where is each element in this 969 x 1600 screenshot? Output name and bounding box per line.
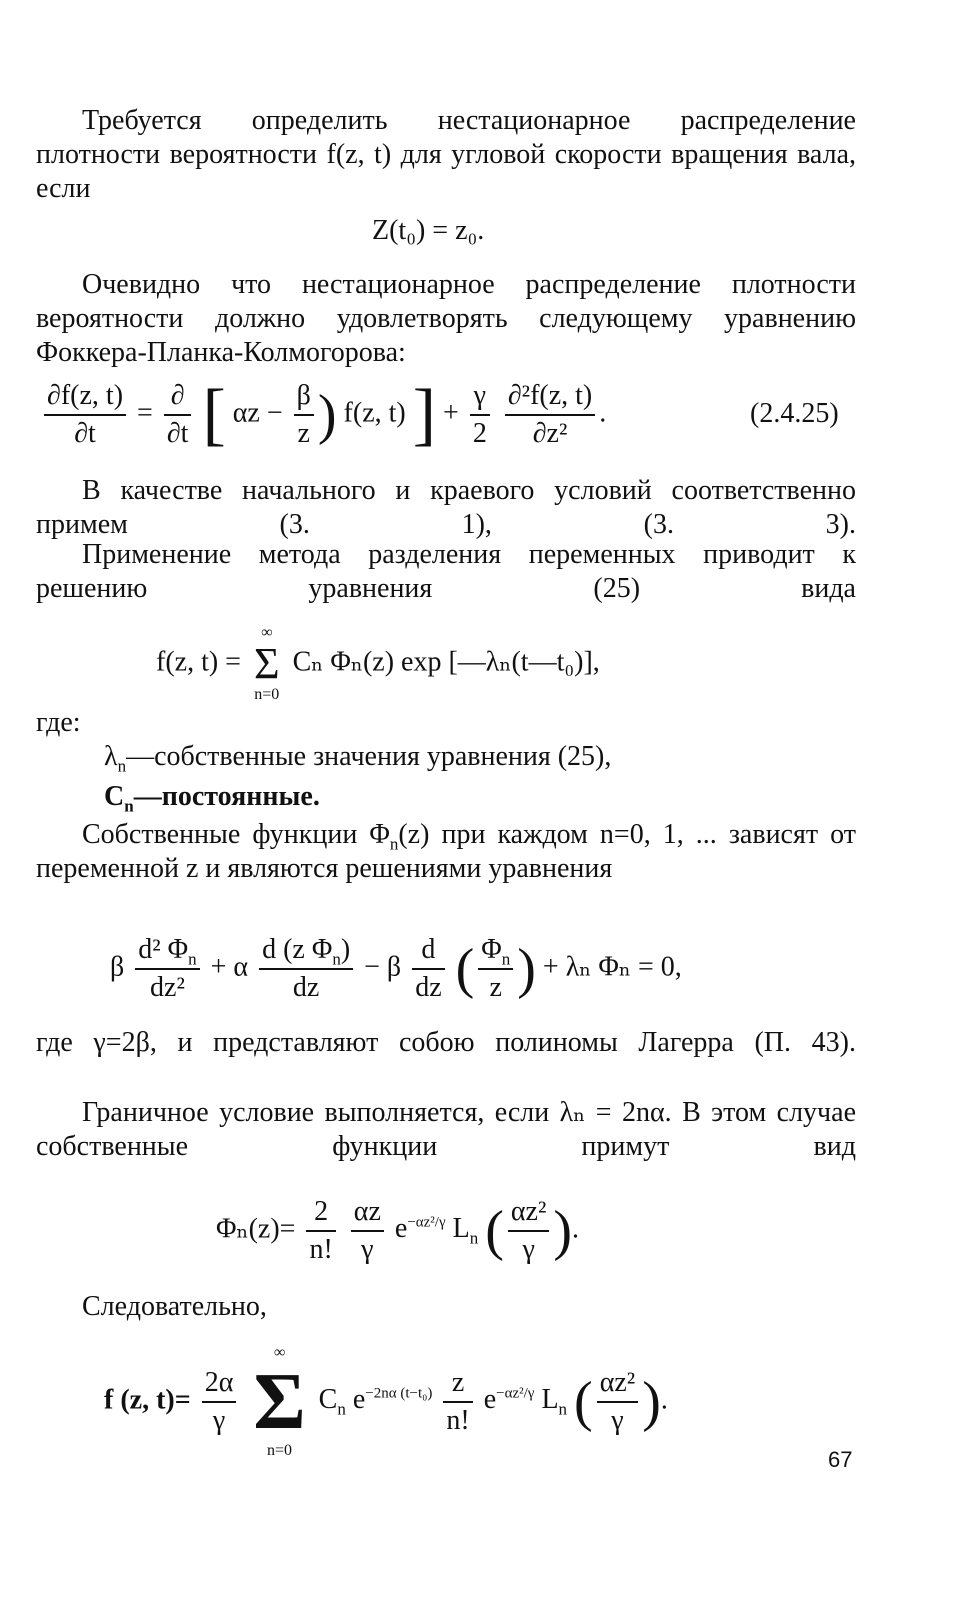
paragraph-6: где γ=2β, и представляют собою полиномы Лагерра (П. 43).	[36, 1027, 856, 1058]
page-number: 67	[828, 1447, 853, 1472]
constant-definition: $C_n—постоянные$.	[104, 781, 320, 816]
paragraph-5: Собственные функции $\Phi_n(z)$ при каждом n=0, 1, ... зависят от переменной z и являются решениями уравнения	[36, 819, 857, 884]
equation-initial-condition: Z(t₀) = z₀.	[372, 215, 485, 246]
equation-eigenfunctions: Φₙ(z)= $\frac{2}{n!}$ $\frac{\alpha z}{\gamma}$ $e^{-\alpha z^2/\gamma}$ $L_n$ ( $\frac{\text{αz²}}{\gamma}$ ).	[216, 1196, 580, 1265]
series-lhs: f(z, t) =	[156, 646, 241, 678]
paragraph-3: В качестве начального и краевого условий соответственно примем (3. 1), (3. 3).	[36, 475, 856, 540]
final-lhs: f (z, t)=	[104, 1384, 191, 1416]
where-label: где:	[36, 707, 81, 738]
paragraph-2: Очевидно что нестационарное распределение плотности вероятности должно удовлетворять следующему уравнению Фоккера-Планка-Колмогорова:	[36, 269, 856, 368]
paragraph-1: Требуется определить нестационарное распределение плотности вероятности f(z, t) для угловой скорости вращения вала, если	[36, 105, 856, 204]
paragraph-4: Применение метода разделения переменных приводит к решению уравнения (25) вида	[36, 539, 856, 604]
equation-eigen: β $\frac{d^2 \Phi_n}{\text{dz²}}$ + α $\frac{d (z \Phi_n)}{dz}$ − β $\frac{d}{dz}$ ( $\frac{\Phi_n}{z}$ ) + λₙ Φₙ = 0,	[110, 934, 682, 1003]
eigen-rhs: + λₙ Φₙ = 0,	[542, 951, 682, 983]
lambda-definition: $\lambda_n—собственные$ значения уравнения (25),	[104, 741, 612, 776]
series-rhs: Cₙ Φₙ(z) exp [—λₙ(t—t₀)],	[292, 646, 600, 678]
equation-number: (2.4.25)	[750, 398, 839, 429]
equation-fokker-planck: $\frac{\partial f(z, t)}{\partial t}$ = $\frac{\partial}{\partial t}$ [ αz − $\frac{\beta}{z}$ ) f(z, t) ] + $\frac{\gamma}{2}$ $\frac{\text{∂²f(z, t)}}{\text{∂z²}}$ .	[40, 378, 606, 452]
equation-series-solution: f(z, t) = ∞ Σ n=0 Cₙ Φₙ(z) exp [—λₙ(t—t₀)],	[156, 624, 600, 703]
paragraph-8: Следовательно,	[82, 1291, 267, 1322]
equation-final: f (z, t)= $\frac{2\alpha}{\gamma}$ ∞ Σ n=0 $C_n$ $e^{-2n\alpha (t-t_0)}$ $\frac{z}{n!}$ $e^{-\alpha z^2/\gamma}$ $L_n$ ( $\frac{\text{αz²}}{\gamma}$ ).	[104, 1344, 668, 1459]
paragraph-7: Граничное условие выполняется, если λₙ = 2nα. В этом случае собственные функции примут вид	[36, 1097, 856, 1162]
phi-lhs: Φₙ(z)=	[216, 1213, 296, 1245]
